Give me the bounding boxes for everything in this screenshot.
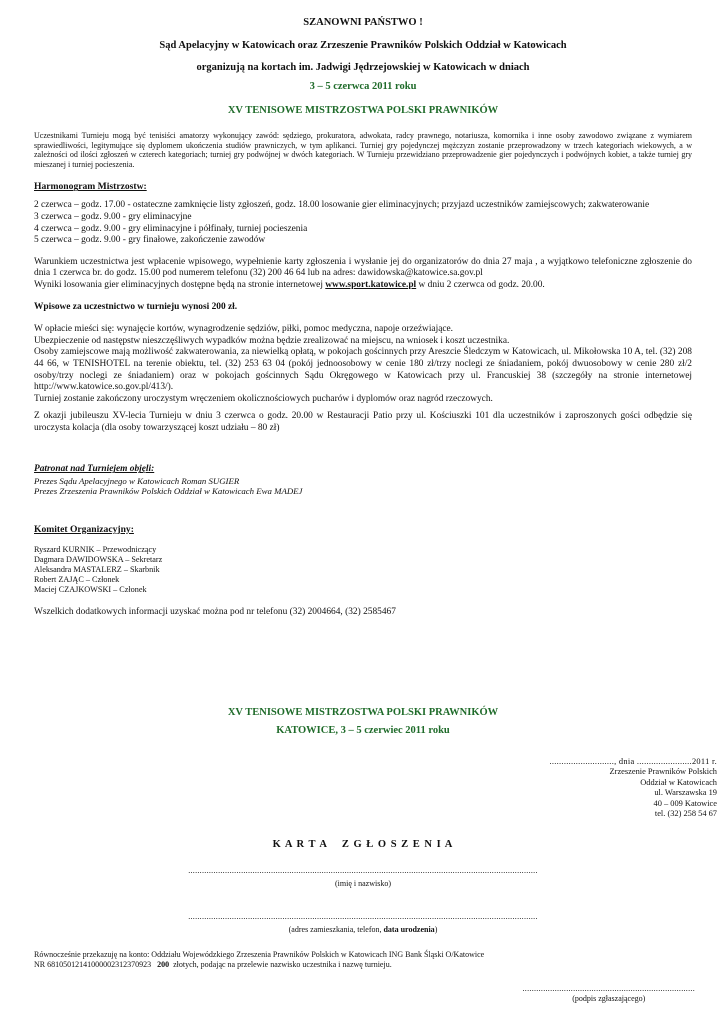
intro-paragraph: Uczestnikami Turnieju mogą być tenisiści amatorzy wykonujący zawód: sędziego, prokuratora, adwokata, radcy prawnego, notariusza, komornika i inne osoby zawodowo związane z wymiarem sprawiedliwości, legitymujące się dyplomem ukończenia studiów prawniczych, w tym aplikanci. Turniej gry pojedynczej mężczyzn zostanie przeprowadzony w trzech kategoriach wiekowych, a w zależności od ilości zgłoszeń w czterech kategoriach; turniej gry podwójnej w dwóch kategoriach. W Turnieju przewidziano przeprowadzenie gier pojedynczych i podwójnych kobiet, a także turniej gry mieszanej i turniej pocieszenia. (34, 131, 692, 169)
schedule-item: 5 czerwca – godz. 9.00 - gry finałowe, zakończenie zawodów (34, 235, 266, 246)
results-link[interactable]: www.sport.katowice.pl (325, 279, 417, 290)
patronage-block (34, 464, 692, 496)
signature-line[interactable]: ........................................................................... (522, 984, 695, 993)
address-line: ul. Warszawska 19 (654, 788, 717, 798)
details-line: Osoby zamiejscowe mają możliwość zakwaterowania, za niewielką opłatą, w pokojach gościnnych przy Areszcie Śledczym w Katowicach, ul. Mikołowska 10 A, tel. (32) 208 44 66, w TENISHOTEL na terenie obiektu, tel. (32) 253 63 04 (pokój jednoosobowy w cenie 180 zł/trzy noclegi ze śniadaniem, pokój dwuosobowy w cenie 280 zł/2 osoby/trzy noclegi ze śniadaniem) oraz w pokojach gościnnych Sądu Okręgowego w Katowicach przy ul. Francuskiej 38 (szczegóły na stronie internetowej http://www.katowice.so.gov.pl/413/). (34, 347, 692, 393)
patronage-title: Patronat nad Turniejem objęli: (34, 464, 155, 475)
payment-line: NR 68105012141000002312370923 200 złotych, podając na przelewie nazwisko uczestnika i nazwę turnieju. (34, 960, 392, 969)
form-subtitle: KATOWICE, 3 – 5 czerwiec 2011 roku (276, 725, 450, 736)
recipient-address (549, 757, 717, 819)
registration-form (34, 706, 692, 737)
signature-block (523, 984, 696, 1004)
payment-amount: 200 (157, 960, 170, 969)
committee-list (34, 545, 692, 595)
details-line: Ubezpieczenie od następstw nieszczęśliwych wypadków można będzie zrealizować na miejscu, na wniosek i koszt uczestnika. (34, 335, 510, 346)
details-paragraph (34, 324, 692, 405)
name-field-line[interactable]: ........................................................................................................................................................ (188, 866, 538, 875)
jubilee-paragraph: Z okazji jubileuszu XV-lecia Turnieju w dniu 3 czerwca o godz. 20.00 w Restauracji Patio przy ul. Kościuszki 101 dla uczestników i zaproszonych gości odbędzie się uroczysta kolacja (dla osoby towarzyszącej koszt udziału – 80 zł) (34, 411, 692, 433)
date-line[interactable]: ..........................., dnia .......................2011 r. (549, 757, 717, 766)
schedule-item: 3 czerwca – godz. 9.00 - gry eliminacyjne (34, 211, 192, 222)
name-field-label: (imię i nazwisko) (335, 879, 391, 888)
conditions-paragraph (34, 257, 692, 292)
conditions-text: Warunkiem uczestnictwa jest wpłacenie wpisowego, wypełnienie karty zgłoszenia i wysłanie jej do organizatorów do dnia 27 maja , a wyjątkowo telefoniczne zgłoszenie do dnia 1 czerwca br. do godz. 15.00 pod numerem telefonu (32) 200 46 64 lub na adres: dawidowska@katowice.sa.gov.pl (34, 256, 692, 279)
patron-line: Prezes Sądu Apelacyjnego w Katowicach Roman SUGIER (34, 476, 240, 487)
patron-line: Prezes Zrzeszenia Prawników Polskich Oddział w Katowicach Ewa MADEJ (34, 486, 303, 497)
greeting: SZANOWNI PAŃSTWO ! (303, 17, 423, 28)
payment-line: Równocześnie przekazuję na konto: Oddziału Wojewódzkiego Zrzeszenia Prawników Polskich w Katowicach ING Bank Śląski O/Katowice (34, 950, 485, 959)
payment-info (34, 950, 692, 970)
organizers-line: Sąd Apelacyjny w Katowicach oraz Zrzeszenie Prawników Polskich Oddział w Katowicach (159, 40, 567, 51)
address-line: Zrzeszenie Prawników Polskich (609, 767, 717, 777)
schedule-list (34, 200, 692, 246)
schedule-title: Harmonogram Mistrzostw: (34, 181, 147, 193)
committee-member: Ryszard KURNIK – Przewodniczący (34, 545, 157, 555)
address-field[interactable] (34, 912, 692, 934)
address-field-line[interactable]: ........................................................................................................................................................ (188, 912, 538, 921)
name-field[interactable] (34, 866, 692, 888)
form-title: XV TENISOWE MISTRZOSTWA POLSKI PRAWNIKÓW (227, 707, 499, 718)
committee-member: Robert ZAJĄC – Członek (34, 575, 120, 585)
schedule-item: 2 czerwca – godz. 17.00 - ostateczne zamknięcie listy zgłoszeń, godz. 18.00 losowanie gier eliminacyjnych; przyjazd uczestników zamiejscowych; zakwaterowanie (34, 200, 650, 211)
card-title: K A R T A Z G Ł O S Z E N I A (272, 839, 454, 850)
fee-line: Wpisowe za uczestnictwo w turnieju wynosi 200 zł. (34, 301, 238, 312)
venue-line: organizują na kortach im. Jadwigi Jędrzejowskiej w Katowicach w dniach (196, 62, 530, 73)
committee-member: Maciej CZAJKOWSKI – Członek (34, 585, 147, 595)
address-line: Oddział w Katowicach (640, 777, 717, 787)
schedule-item: 4 czerwca – godz. 9.00 - gry eliminacyjne i półfinały, turniej pocieszenia (34, 223, 308, 234)
address-line: 40 – 009 Katowice (653, 798, 717, 808)
details-line: W opłacie mieści się: wynajęcie kortów, wynagrodzenie sędziów, piłki, pomoc medyczna, napoje orzeźwiające. (34, 324, 454, 335)
signature-label: (podpis zgłaszającego) (572, 994, 646, 1003)
committee-title: Komitet Organizacyjny: (34, 524, 134, 536)
details-line: Turniej zostanie zakończony uroczystym wręczeniem okolicznościowych pucharów i dyplomów oraz nagród rzeczowych. (34, 393, 493, 404)
committee-member: Dagmara DAWIDOWSKA – Sekretarz (34, 555, 163, 565)
address-field-label: (adres zamieszkania, telefon, data urodzenia) (288, 925, 438, 934)
contact-line: Wszelkich dodatkowych informacji uzyskać można pod nr telefonu (32) 2004664, (32) 2585467 (34, 607, 396, 618)
address-line: tel. (32) 258 54 67 (654, 809, 717, 819)
results-text: Wyniki losowania gier eliminacyjnych dostępne będą na stronie internetowej www.sport.katowice.pl w dniu 2 czerwca od godz. 20.00. (34, 279, 545, 290)
event-title: XV TENISOWE MISTRZOSTWA POLSKI PRAWNIKÓW (227, 105, 499, 116)
event-dates: 3 – 5 czerwca 2011 roku (309, 81, 417, 92)
committee-member: Aleksandra MASTALERZ – Skarbnik (34, 565, 160, 575)
document-page (34, 12, 692, 619)
